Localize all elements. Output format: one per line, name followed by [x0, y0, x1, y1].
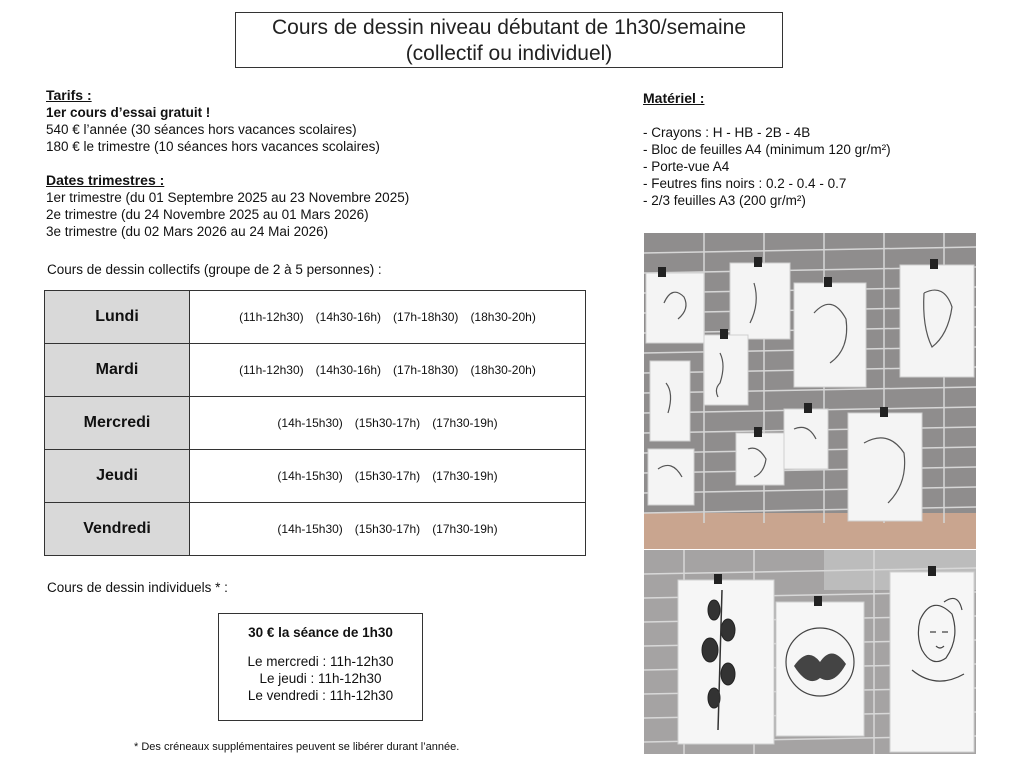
exhibition-photo-1-image: [644, 233, 976, 549]
annual-price-text: 540 € l’année (30 séances hors vacances scolaires): [46, 122, 357, 137]
time-slot: (15h30-17h): [354, 416, 421, 430]
schedule-row: [45, 344, 586, 397]
exhibition-photo-2: [644, 550, 976, 754]
time-slot: (17h30-19h): [432, 522, 498, 536]
schedule-day-vendredi: Vendredi: [45, 503, 190, 556]
schedule-day-mardi: Mardi: [45, 344, 190, 397]
time-slot: (14h-15h30): [277, 522, 343, 536]
schedule-slots: [190, 344, 586, 397]
materiel-heading: Matériel :: [643, 90, 705, 106]
materiel-item: - 2/3 feuilles A3 (200 gr/m²): [643, 193, 806, 208]
materiel-item: - Bloc de feuilles A4 (minimum 120 gr/m²): [643, 142, 891, 157]
materiel-item: - Porte-vue A4: [643, 159, 730, 174]
time-slot: (18h30-20h): [470, 363, 536, 377]
time-slot: (14h-15h30): [277, 416, 343, 430]
trimester-1-dates: 1er trimestre (du 01 Septembre 2025 au 23 Novembre 2025): [46, 190, 410, 205]
trimester-3-dates: 3e trimestre (du 02 Mars 2026 au 24 Mai 2026): [46, 224, 329, 239]
individual-slot-vendredi: Le vendredi : 11h-12h30: [247, 688, 394, 703]
materiel-section: [643, 90, 891, 209]
schedule-day-jeudi: Jeudi: [45, 450, 190, 503]
time-slot: (18h30-20h): [470, 310, 536, 324]
title-line-1: Cours de dessin niveau débutant de 1h30/semaine: [272, 16, 746, 39]
tarifs-section: [46, 87, 380, 155]
materiel-list: [643, 124, 891, 209]
time-slot: (15h30-17h): [354, 469, 421, 483]
schedule-day-lundi: Lundi: [45, 291, 190, 344]
individual-slot-mercredi: Le mercredi : 11h-12h30: [247, 654, 394, 669]
schedule-row: [45, 503, 586, 556]
collectifs-label: Cours de dessin collectifs (groupe de 2 à 5 personnes) :: [47, 262, 382, 277]
time-slot: (15h30-17h): [354, 522, 421, 536]
schedule-slots: [190, 450, 586, 503]
exhibition-photo-1: [644, 233, 976, 549]
tarifs-heading: Tarifs :: [46, 87, 92, 103]
time-slot: (17h30-19h): [432, 469, 498, 483]
time-slot: (11h-12h30): [239, 363, 304, 377]
materiel-item: - Feutres fins noirs : 0.2 - 0.4 - 0.7: [643, 176, 847, 191]
schedule-day-mercredi: Mercredi: [45, 397, 190, 450]
time-slot: (17h30-19h): [432, 416, 498, 430]
time-slot: (14h30-16h): [315, 363, 382, 377]
time-slot: (14h-15h30): [277, 469, 343, 483]
free-trial-text: 1er cours d’essai gratuit !: [46, 105, 211, 120]
trimester-2-dates: 2e trimestre (du 24 Novembre 2025 au 01 Mars 2026): [46, 207, 369, 222]
schedule-slots: [190, 503, 586, 556]
time-slot: (11h-12h30): [239, 310, 304, 324]
schedule-row: [45, 291, 586, 344]
schedule-row: [45, 397, 586, 450]
schedule-table: [44, 290, 586, 556]
schedule-slots: [190, 291, 586, 344]
schedule-row: [45, 450, 586, 503]
time-slot: (17h-18h30): [393, 310, 459, 324]
dates-heading: Dates trimestres :: [46, 172, 165, 188]
time-slot: (17h-18h30): [393, 363, 459, 377]
individuels-label: Cours de dessin individuels * :: [47, 580, 228, 595]
trimester-price-text: 180 € le trimestre (10 séances hors vacances scolaires): [46, 139, 380, 154]
time-slot: (14h30-16h): [315, 310, 382, 324]
dates-section: [46, 172, 409, 240]
title-box: [235, 12, 783, 68]
individual-price: 30 € la séance de 1h30: [248, 625, 393, 640]
individual-slot-jeudi: Le jeudi : 11h-12h30: [259, 671, 382, 686]
schedule-slots: [190, 397, 586, 450]
materiel-item: - Crayons : H - HB - 2B - 4B: [643, 125, 811, 140]
exhibition-photo-2-image: [644, 550, 976, 754]
individual-lesson-box: [218, 613, 423, 721]
footnote: * Des créneaux supplémentaires peuvent se libérer durant l’année.: [134, 741, 460, 753]
title-line-2: (collectif ou individuel): [405, 42, 613, 65]
